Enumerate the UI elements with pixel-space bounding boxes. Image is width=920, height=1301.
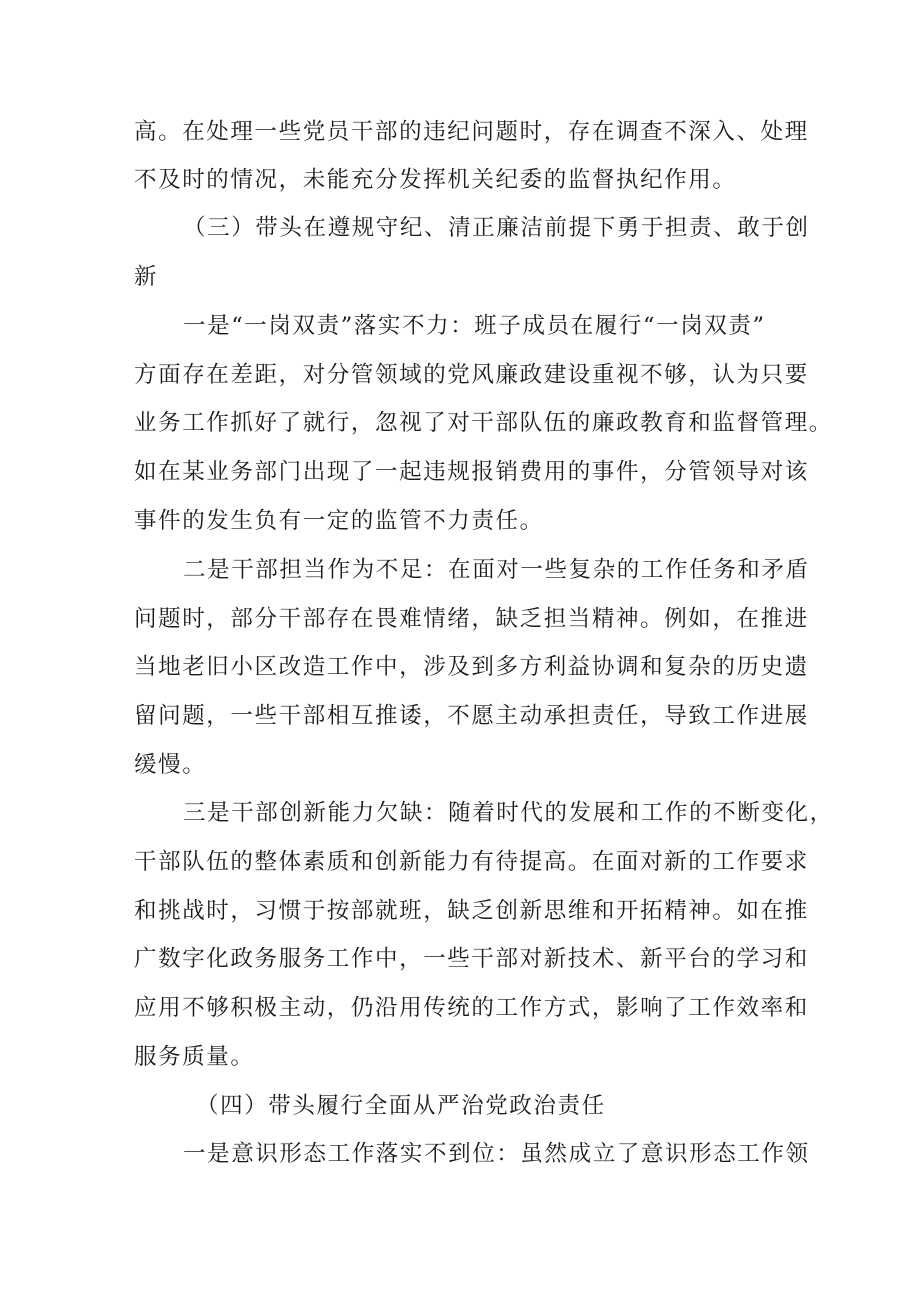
text-line: 服务质量。: [134, 1044, 255, 1070]
text-line: 一是“一岗双责”落实不力：班子成员在履行“一岗双责”: [183, 313, 766, 339]
text-line: 缓慢。: [134, 752, 207, 778]
text-line: 高。在处理一些党员干部的违纪问题时，存在调查不深入、处理: [134, 119, 809, 145]
text-line: 当地老旧小区改造工作中，涉及到多方利益协调和复杂的历史遗: [134, 654, 809, 680]
section-heading: （四）带头履行全面从严治党政治责任: [196, 1093, 606, 1119]
text-line: 问题时，部分干部存在畏难情绪，缺乏担当精神。例如，在推进: [134, 606, 809, 632]
text-line: 干部队伍的整体素质和创新能力有待提高。在面对新的工作要求: [134, 849, 809, 875]
section-heading: 新: [134, 264, 159, 290]
section-heading: （三）带头在遵规守纪、清正廉洁前提下勇于担责、敢于创: [183, 215, 810, 241]
text-line: 方面存在差距，对分管领域的党风廉政建设重视不够，认为只要: [134, 362, 809, 388]
text-line: 和挑战时，习惯于按部就班，缺乏创新思维和开拓精神。如在推: [134, 898, 809, 924]
text-line: 事件的发生负有一定的监管不力责任。: [134, 508, 544, 534]
text-line: 留问题，一些干部相互推诿，不愿主动承担责任，导致工作进展: [134, 703, 809, 729]
text-line: 广数字化政务服务工作中，一些干部对新技术、新平台的学习和: [134, 946, 809, 972]
text-line: 二是干部担当作为不足：在面对一些复杂的工作任务和矛盾: [183, 557, 810, 583]
text-line: 应用不够积极主动，仍沿用传统的工作方式，影响了工作效率和: [134, 995, 809, 1021]
text-line: 一是意识形态工作落实不到位：虽然成立了意识形态工作领: [183, 1141, 810, 1167]
text-line: 业务工作抓好了就行，忽视了对干部队伍的廉政教育和监督管理。: [134, 410, 833, 436]
text-line: 如在某业务部门出现了一起违规报销费用的事件，分管领导对该: [134, 459, 809, 485]
text-line: 三是干部创新能力欠缺：随着时代的发展和工作的不断变化，: [183, 800, 834, 826]
text-line: 不及时的情况，未能充分发挥机关纪委的监督执纪作用。: [134, 167, 737, 193]
